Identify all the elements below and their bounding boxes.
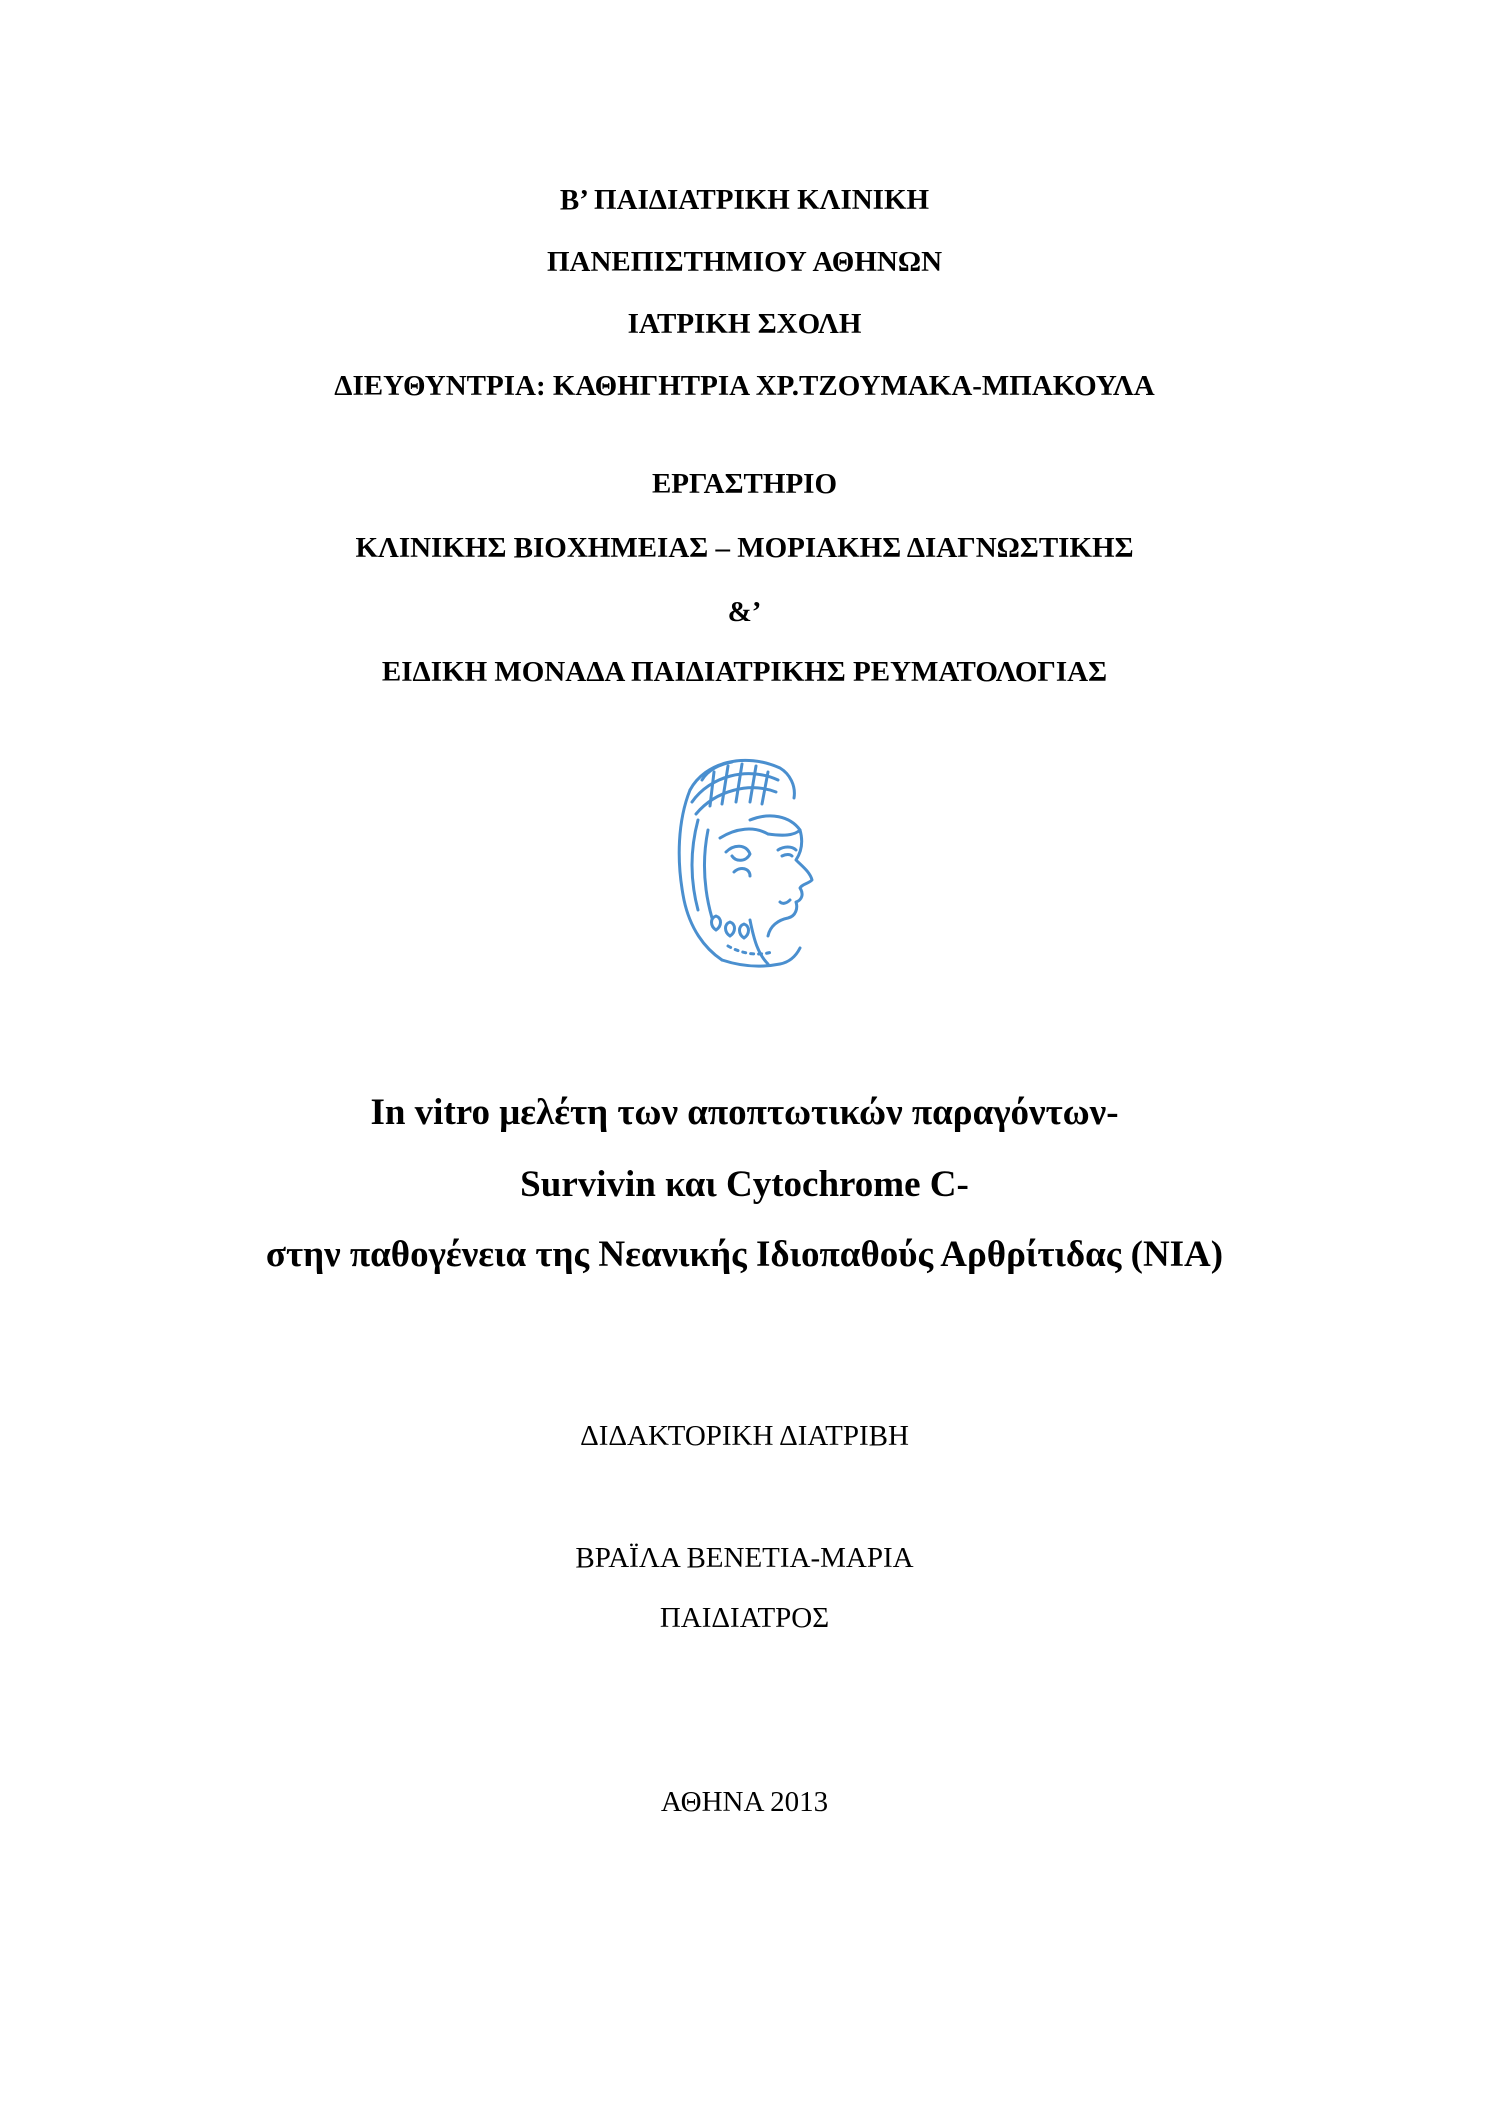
thesis-title-line-2: Survivin και Cytochrome C- xyxy=(520,1164,969,1205)
director-line: ΔΙΕΥΘΥΝΤΡΙΑ: ΚΑΘΗΓΗΤΡΙΑ ΧΡ.ΤΖΟΥΜΑΚΑ-ΜΠΑΚΟΥΛΑ xyxy=(334,370,1155,402)
lab-unit: ΕΙΔΙΚΗ ΜΟΝΑΔΑ ΠΑΙΔΙΑΤΡΙΚΗΣ ΡΕΥΜΑΤΟΛΟΓΙΑΣ xyxy=(381,656,1108,688)
clinic-name: Β’ ΠΑΙΔΙΑΤΡΙΚΗ ΚΛΙΝΙΚΗ xyxy=(559,184,930,216)
thesis-type: ΔΙΔΑΚΤΟΡΙΚΗ ΔΙΑΤΡΙΒΗ xyxy=(580,1420,909,1452)
thesis-title-line-1: In vitro μελέτη των αποπτωτικών παραγόντων- xyxy=(370,1092,1119,1133)
lab-ampersand: &’ xyxy=(727,596,762,628)
author-name: ΒΡΑΪΛΑ ΒΕΝΕΤΙΑ-ΜΑΡΙΑ xyxy=(575,1542,914,1574)
lab-department: ΚΛΙΝΙΚΗΣ ΒΙΟΧΗΜΕΙΑΣ – ΜΟΡΙΑΚΗΣ ΔΙΑΓΝΩΣΤΙΚΗΣ xyxy=(355,532,1134,564)
school-name: ΙΑΤΡΙΚΗ ΣΧΟΛΗ xyxy=(627,308,862,340)
place-year: ΑΘΗΝΑ 2013 xyxy=(660,1786,829,1818)
university-name: ΠΑΝΕΠΙΣΤΗΜΙΟΥ ΑΘΗΝΩΝ xyxy=(546,246,943,278)
thesis-title-line-3: στην παθογένεια της Νεανικής Ιδιοπαθούς Αρθρίτιδας (ΝΙΑ) xyxy=(265,1234,1224,1275)
author-role: ΠΑΙΔΙΑΤΡΟΣ xyxy=(659,1602,830,1634)
lab-heading: ΕΡΓΑΣΤΗΡΙΟ xyxy=(651,468,838,500)
athena-head-emblem-icon xyxy=(650,750,830,975)
